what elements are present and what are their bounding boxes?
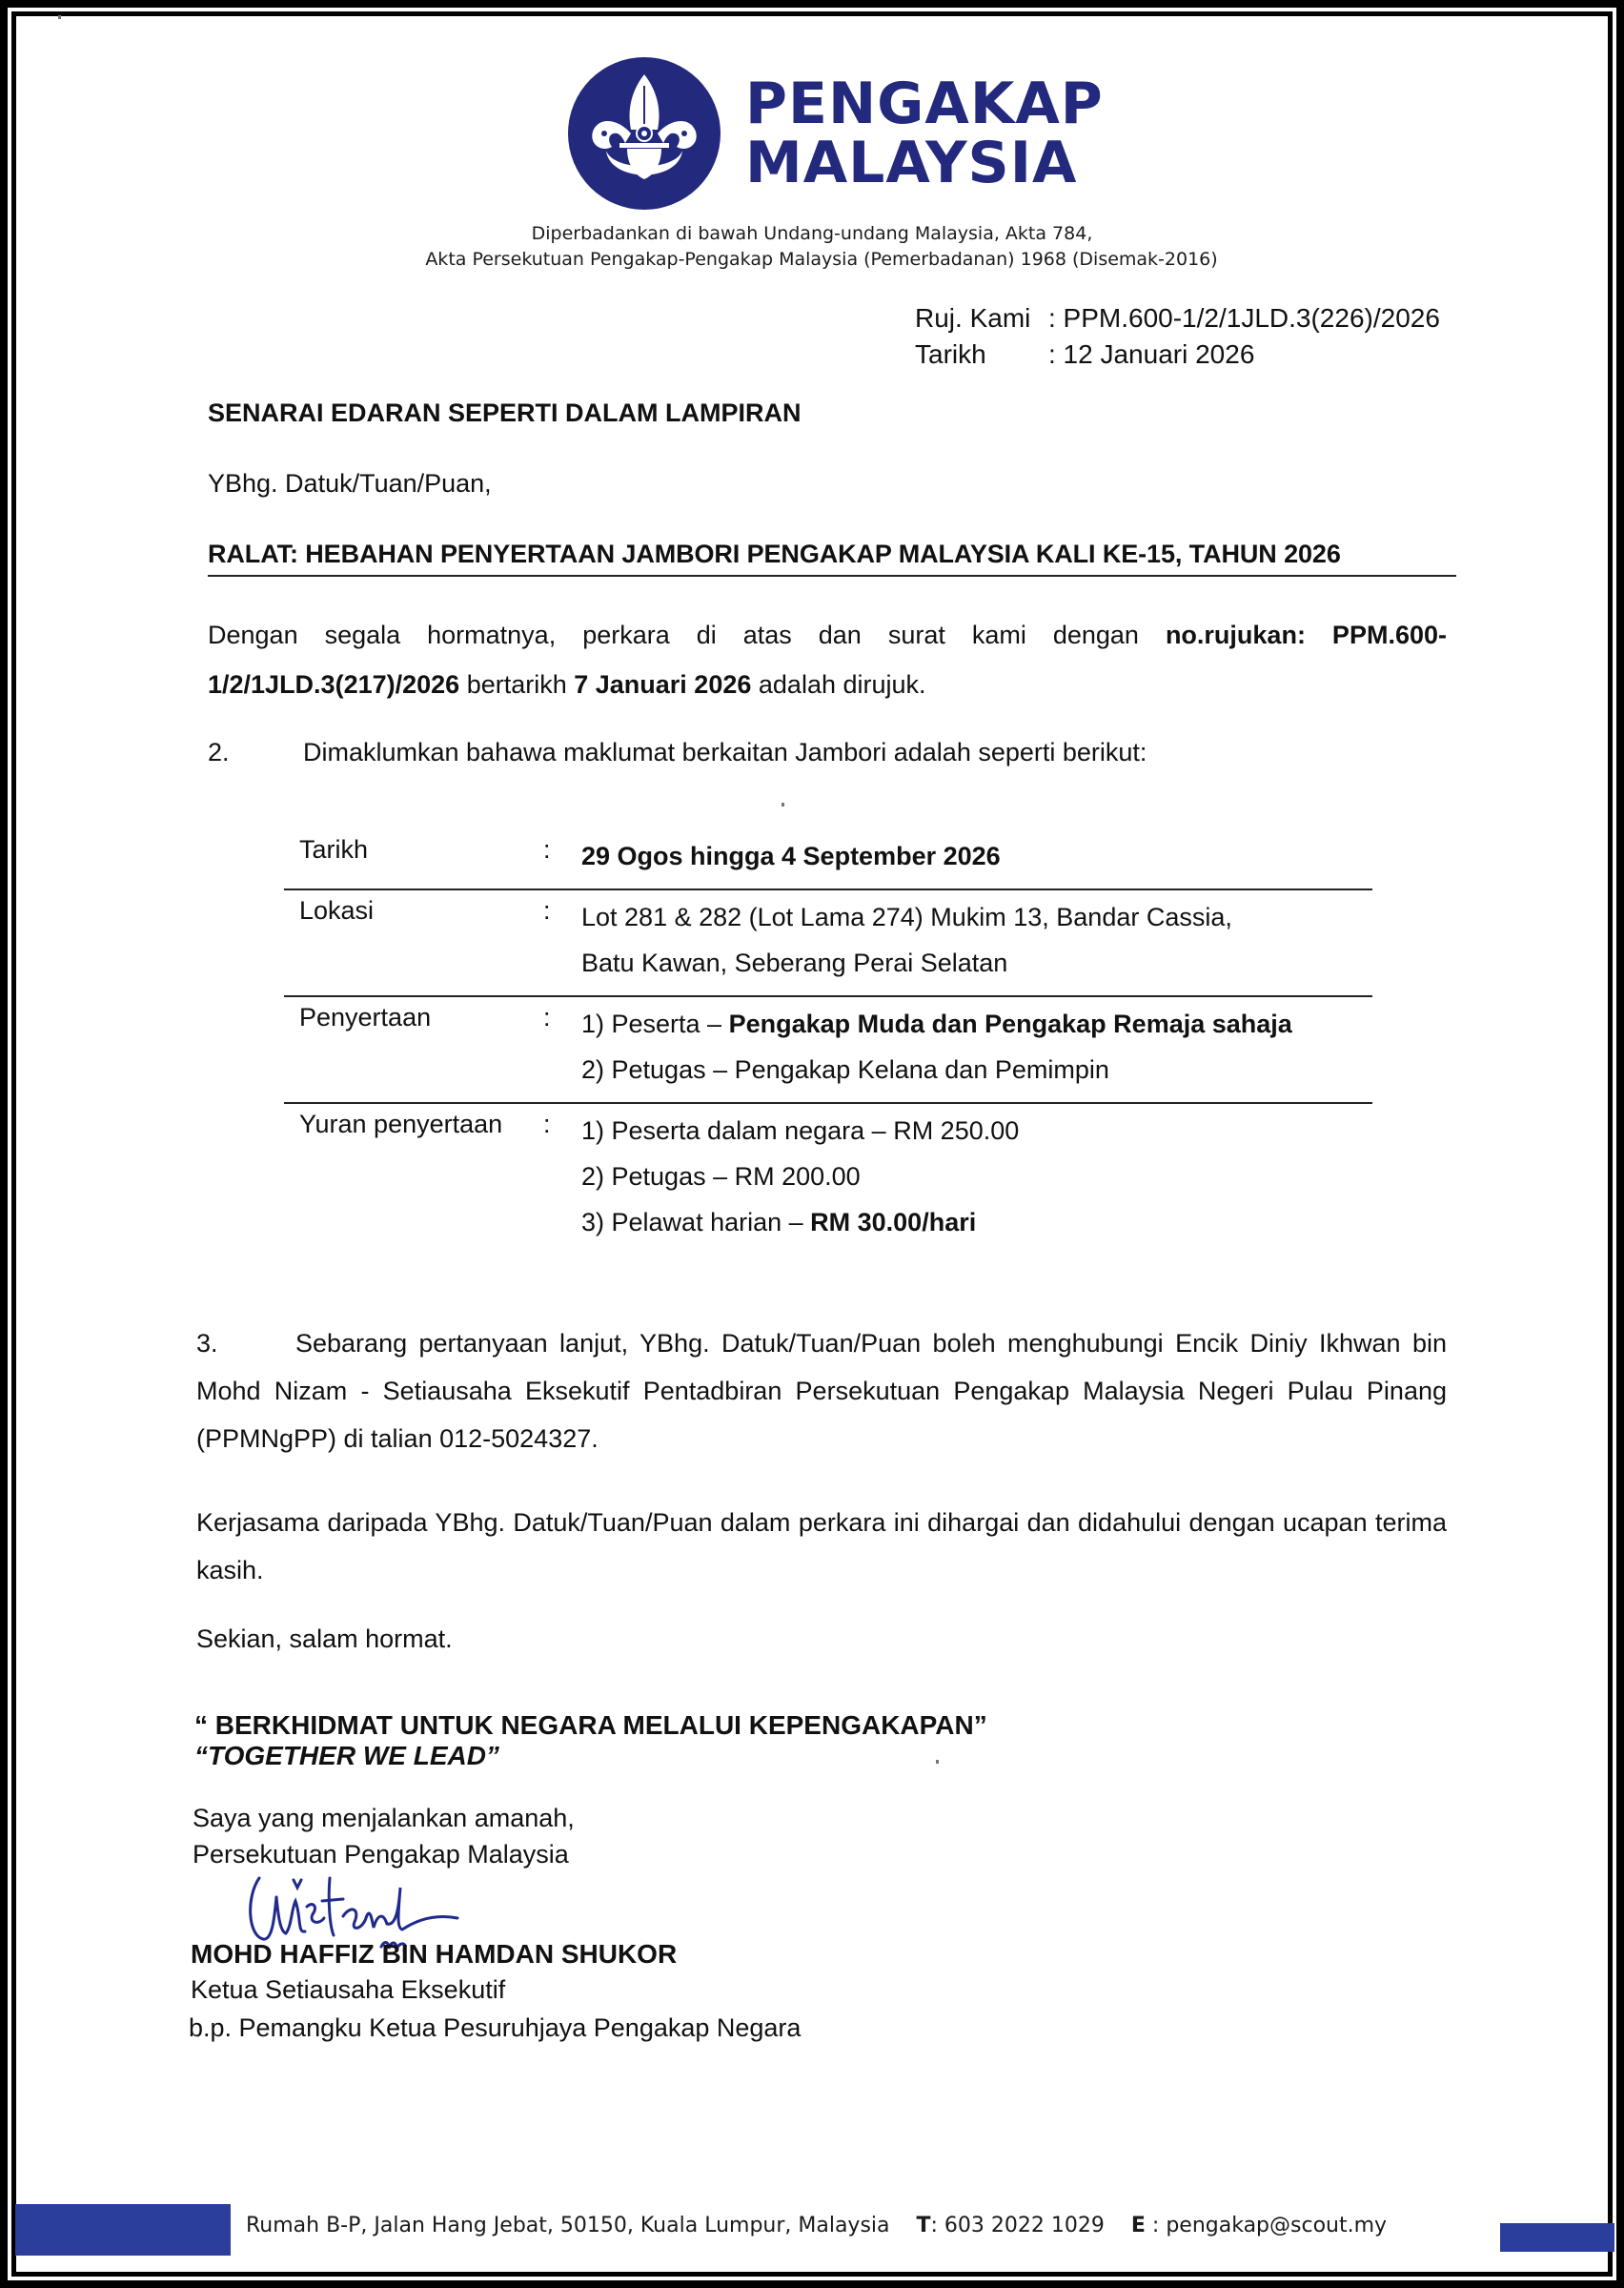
- footer-accent-bar-left: [15, 2204, 231, 2256]
- details-label: Tarikh: [299, 835, 369, 864]
- details-bold-text: 29 Ogos hingga 4 September 2026: [581, 842, 1001, 870]
- footer-accent-bar-right: [1500, 2223, 1614, 2252]
- signer-position-2: b.p. Pemangku Ketua Pesuruhjaya Pengakap Negara: [189, 2013, 802, 2042]
- details-line: [581, 1199, 1372, 1245]
- details-row-tarikh: [284, 829, 1372, 890]
- details-row-penyertaan: [284, 997, 1372, 1104]
- details-line: [581, 1001, 1372, 1047]
- email-label: E: [1130, 2214, 1146, 2237]
- paragraph-2-number: 2.: [208, 738, 230, 766]
- closing-line: Sekian, salam hormat.: [196, 1624, 453, 1653]
- brand-line-2: MALAYSIA: [745, 130, 1078, 196]
- scan-speck: [936, 1760, 939, 1764]
- incorporation-line-1: Diperbadankan di bawah Undang-undang Malaysia, Akta 784,: [531, 223, 1093, 244]
- paragraph-1-text-b: bertarikh: [459, 670, 575, 699]
- details-line: [581, 1154, 1372, 1199]
- jamboree-details-table: [284, 829, 1372, 1255]
- signoff-line-2: Persekutuan Pengakap Malaysia: [193, 1840, 569, 1869]
- brand-line-1: PENGAKAP: [745, 71, 1104, 137]
- signer-name: MOHD HAFFIZ BIN HAMDAN SHUKOR: [191, 1939, 678, 1969]
- details-bold-text: RM 30.00/hari: [810, 1208, 977, 1236]
- details-values: [581, 1001, 1372, 1093]
- details-plain-text: Lot 281 & 282 (Lot Lama 274) Mukim 13, Bandar Cassia,: [581, 903, 1232, 931]
- details-plain-text: Batu Kawan, Seberang Perai Selatan: [581, 949, 1008, 977]
- details-line: [581, 1047, 1372, 1093]
- details-line: [581, 940, 1372, 986]
- footer-contact: [246, 2214, 1387, 2237]
- subject-heading: RALAT: HEBAHAN PENYERTAAN JAMBORI PENGAKAP MALAYSIA KALI KE-15, TAHUN 2026: [208, 540, 1456, 577]
- details-row-lokasi: [284, 890, 1372, 997]
- reference-row: [915, 300, 1440, 337]
- phone-label: T: [916, 2214, 931, 2237]
- details-colon: :: [543, 896, 551, 925]
- reference-label: Ruj. Kami: [915, 303, 1031, 333]
- incorporation-line-2: Akta Persekutuan Pengakap-Pengakap Malaysia (Pemerbadanan) 1968 (Disemak-2016): [425, 249, 1218, 270]
- details-plain-text: 2) Petugas – Pengakap Kelana dan Pemimpin: [581, 1055, 1109, 1084]
- reference-block: [915, 300, 1440, 373]
- details-colon: :: [543, 1003, 551, 1032]
- paragraph-1-text-c: adalah dirujuk.: [751, 670, 926, 699]
- email-address: : pengakap@scout.my: [1145, 2214, 1388, 2237]
- distribution-heading: SENARAI EDARAN SEPERTI DALAM LAMPIRAN: [208, 398, 802, 427]
- details-line: [581, 894, 1372, 940]
- footer-email: [1131, 2214, 1387, 2237]
- details-plain-text: 1) Peserta dalam negara – RM 250.00: [581, 1116, 1020, 1145]
- previous-letter-date: 7 Januari 2026: [574, 670, 752, 699]
- details-values: [581, 833, 1372, 879]
- date-row: [915, 337, 1440, 373]
- details-colon: :: [543, 1110, 551, 1138]
- details-colon: :: [543, 835, 551, 864]
- paragraph-3-number: 3.: [196, 1329, 218, 1358]
- paragraph-2-text: Dimaklumkan bahawa maklumat berkaitan Jambori adalah seperti berikut:: [303, 738, 1147, 766]
- signoff-line-1: Saya yang menjalankan amanah,: [193, 1804, 575, 1832]
- phone-number: : 603 2022 1029: [930, 2214, 1105, 2237]
- date-label: Tarikh: [915, 339, 986, 369]
- date-value: : 12 Januari 2026: [1048, 339, 1255, 369]
- footer-address: Rumah B-P, Jalan Hang Jebat, 50150, Kuala Lumpur, Malaysia: [246, 2214, 890, 2237]
- motto-english: “TOGETHER WE LEAD”: [194, 1741, 499, 1770]
- motto-malay: “ BERKHIDMAT UNTUK NEGARA MELALUI KEPENGAKAPAN”: [194, 1710, 987, 1740]
- details-plain-text: 3) Pelawat harian –: [581, 1208, 811, 1236]
- paragraph-2: [208, 738, 1447, 767]
- brand-wordmark: [745, 71, 1104, 196]
- paragraph-4: Kerjasama daripada YBhg. Datuk/Tuan/Puan dalam perkara ini dihargai dan didahului dengan ucapan terima kasih.: [196, 1508, 1447, 1584]
- paragraph-1-text-a: Dengan segala hormatnya, perkara di atas dan surat kami dengan: [208, 621, 1166, 649]
- footer-phone: [917, 2214, 1105, 2237]
- details-label: Penyertaan: [299, 1003, 432, 1032]
- paragraph-3: [196, 1319, 1447, 1462]
- details-label: Yuran penyertaan: [299, 1110, 503, 1138]
- details-line: [581, 1108, 1372, 1154]
- details-label: Lokasi: [299, 896, 375, 925]
- details-bold-text: Pengakap Muda dan Pengakap Remaja sahaja: [728, 1010, 1292, 1038]
- reference-value: : PPM.600-1/2/1JLD.3(226)/2026: [1048, 303, 1440, 333]
- scan-speck: [58, 15, 61, 19]
- incorporation-statement: [0, 221, 1624, 273]
- details-plain-text: 2) Petugas – RM 200.00: [581, 1162, 861, 1191]
- fleur-de-lis-emblem-icon: [568, 57, 721, 210]
- scan-speck: [782, 803, 784, 807]
- signer-position-1: Ketua Setiausaha Eksekutif: [191, 1975, 506, 2004]
- paragraph-1: [208, 610, 1447, 709]
- details-row-yuran: [284, 1104, 1372, 1255]
- previous-reference-number: no.rujukan: PPM.600-1/2/1JLD.3(217)/2026: [208, 621, 1447, 699]
- salutation: YBhg. Datuk/Tuan/Puan,: [208, 469, 492, 498]
- details-plain-text: 1) Peserta –: [581, 1010, 729, 1038]
- details-values: [581, 1108, 1372, 1245]
- paragraph-3-text: Sebarang pertanyaan lanjut, YBhg. Datuk/Tuan/Puan boleh menghubungi Encik Diniy Ikhwan bin Mohd Nizam - Setiausaha Eksekutif Pentadbiran Persekutuan Pengakap Malaysia Negeri Pulau Pinang (PPMNgPP) di talian 012-5024327.: [196, 1329, 1447, 1453]
- details-values: [581, 894, 1372, 986]
- details-line: [581, 833, 1372, 879]
